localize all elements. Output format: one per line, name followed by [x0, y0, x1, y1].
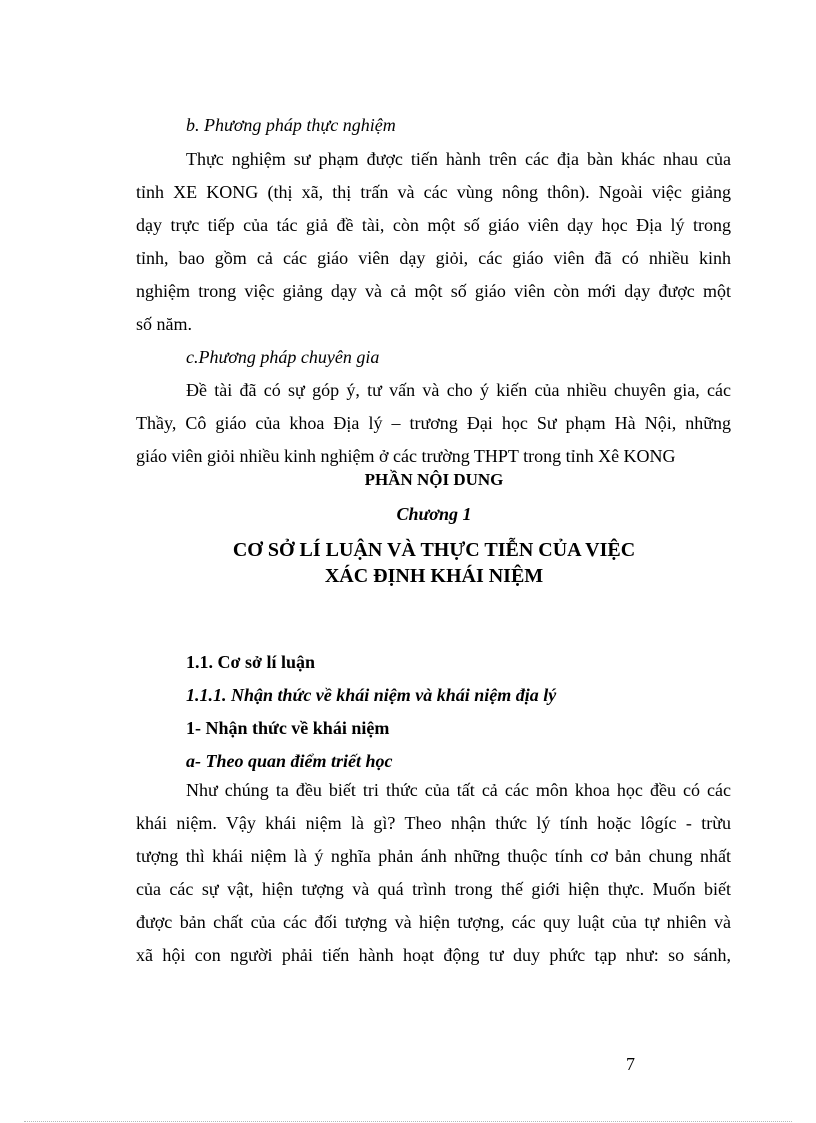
paragraph-line: tỉnh XE KONG (thị xã, thị trấn và các vùng nông thôn). Ngoài việc giảng — [136, 182, 731, 202]
main-title-line-2: XÁC ĐỊNH KHÁI NIỆM — [324, 565, 544, 587]
paragraph-line: Đề tài đã có sự góp ý, tư vấn và cho ý kiến của nhiều chuyên gia, các — [186, 380, 731, 400]
paragraph-line: Thầy, Cô giáo của khoa Địa lý – trương Đại học Sư phạm Hà Nội, những — [136, 413, 731, 433]
section-b-heading: b. Phương pháp thực nghiệm — [186, 115, 396, 135]
sub-item-heading: a- Theo quan điểm triết học — [186, 751, 393, 771]
part-title: PHẦN NỘI DUNG — [364, 470, 504, 489]
subsection-heading: 1.1.1. Nhận thức về khái niệm và khái niệm địa lý — [186, 685, 557, 705]
paragraph-line: giáo viên giỏi nhiều kinh nghiệm ở các trường THPT trong tỉnh Xê KONG — [136, 446, 676, 466]
paragraph-line: xã hội con người phải tiến hành hoạt động tư duy phức tạp như: so sánh, — [136, 945, 731, 965]
section-c-heading: c.Phương pháp chuyên gia — [186, 347, 380, 367]
paragraph-line: được bản chất của các đối tượng và hiện tượng, các quy luật của tự nhiên và — [136, 912, 731, 932]
paragraph-line: khái niệm. Vậy khái niệm là gì? Theo nhận thức lý tính hoặc lôgíc - trừu — [136, 813, 731, 833]
paragraph-line: nghiệm trong việc giảng dạy và cả một số giáo viên còn mới dạy được một — [136, 281, 731, 301]
chapter-title: Chương 1 — [396, 504, 472, 524]
item-heading: 1- Nhận thức về khái niệm — [186, 718, 390, 738]
main-title-line-1: CƠ SỞ LÍ LUẬN VÀ THỰC TIỄN CỦA VIỆC — [232, 539, 636, 561]
paragraph-line: Như chúng ta đều biết tri thức của tất cả các môn khoa học đều có các — [186, 780, 731, 800]
section-heading: 1.1. Cơ sở lí luận — [186, 652, 315, 672]
footer-divider — [24, 1121, 792, 1122]
paragraph-line: của các sự vật, hiện tượng và quá trình trong thế giới hiện thực. Muốn biết — [136, 879, 731, 899]
page-number: 7 — [626, 1054, 635, 1074]
paragraph-line: tỉnh, bao gồm cả các giáo viên dạy giỏi, các giáo viên đã có nhiều kinh — [136, 248, 731, 268]
paragraph-line: Thực nghiệm sư phạm được tiến hành trên các địa bàn khác nhau của — [186, 149, 731, 169]
paragraph-line: số năm. — [136, 314, 192, 334]
paragraph-line: dạy trực tiếp của tác giả đề tài, còn một số giáo viên dạy học Địa lý trong — [136, 215, 731, 235]
paragraph-line: tượng thì khái niệm là ý nghĩa phản ánh những thuộc tính cơ bản chung nhất — [136, 846, 731, 866]
